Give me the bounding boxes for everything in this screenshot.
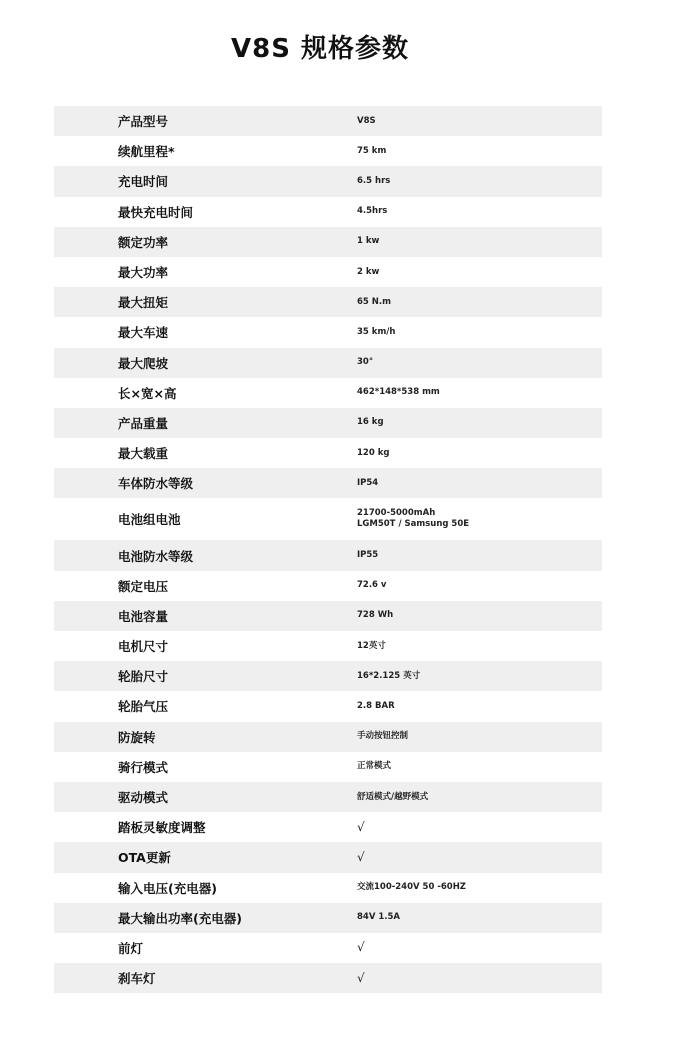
spec-value-line: 2 kw (357, 266, 380, 277)
spec-value (357, 448, 389, 459)
spec-value-line: √ (357, 970, 365, 985)
spec-label: 产品型号 (118, 114, 169, 130)
spec-value-line: 84V 1.5A (357, 912, 401, 923)
spec-row (54, 287, 602, 317)
spec-value-line: √ (357, 940, 365, 955)
spec-value-line: 1 kw (357, 236, 380, 247)
spec-value (357, 508, 469, 530)
spec-value-line: 交流100-240V 50 -60HZ (357, 882, 466, 893)
spec-value (357, 146, 386, 157)
spec-value (357, 267, 379, 278)
spec-row (54, 873, 602, 903)
spec-label: 轮胎尺寸 (118, 669, 169, 685)
spec-label: 骑行模式 (118, 759, 169, 775)
spec-value (357, 478, 378, 489)
spec-value (357, 849, 365, 864)
spec-value-line: 手动按钮控制 (357, 731, 409, 742)
spec-row (54, 408, 602, 438)
spec-row (54, 227, 602, 257)
spec-row (54, 348, 602, 378)
spec-value (357, 731, 408, 742)
spec-value-line: 舒适模式/越野模式 (357, 791, 429, 802)
spec-value (357, 610, 393, 621)
spec-value (357, 792, 428, 803)
spec-value-line: 21700-5000mAh (357, 508, 436, 519)
spec-label: 车体防水等级 (118, 476, 194, 492)
spec-row (54, 378, 602, 408)
spec-value-line: 728 Wh (357, 610, 394, 621)
spec-value (357, 297, 391, 308)
spec-value (357, 970, 365, 985)
spec-row (54, 963, 602, 993)
spec-value (357, 236, 379, 247)
spec-row (54, 106, 602, 136)
spec-label: 额定功率 (118, 234, 169, 250)
spec-value-line: 75 km (357, 145, 387, 156)
spec-label: 刹车灯 (118, 971, 156, 987)
spec-value-line: √ (357, 819, 365, 834)
spec-label: 输入电压(充电器) (118, 880, 217, 896)
spec-row (54, 691, 602, 721)
spec-value (357, 116, 376, 127)
spec-label: 最大扭矩 (118, 295, 169, 311)
spec-value (357, 357, 373, 368)
spec-row (54, 752, 602, 782)
spec-value-line: 16 kg (357, 417, 384, 428)
spec-row (54, 903, 602, 933)
spec-value (357, 550, 378, 561)
spec-row (54, 540, 602, 570)
spec-value-line: 462*148*538 mm (357, 387, 440, 398)
spec-value-line: 30° (357, 357, 374, 368)
spec-label: 电池组电池 (118, 512, 181, 528)
spec-value-line: 12英寸 (357, 640, 386, 651)
spec-row (54, 571, 602, 601)
spec-table (54, 106, 602, 993)
spec-label: 最大功率 (118, 265, 169, 281)
spec-label: 驱动模式 (118, 790, 169, 806)
spec-value (357, 327, 395, 338)
spec-row (54, 498, 602, 540)
spec-label: 防旋转 (118, 729, 156, 745)
spec-label: 电机尺寸 (118, 639, 169, 655)
spec-value-line: 72.6 v (357, 580, 387, 591)
spec-row (54, 812, 602, 842)
spec-label: 最快充电时间 (118, 204, 194, 220)
spec-row (54, 468, 602, 498)
spec-row (54, 661, 602, 691)
spec-row (54, 166, 602, 196)
spec-row (54, 257, 602, 287)
spec-label: 最大输出功率(充电器) (118, 910, 242, 926)
spec-row (54, 136, 602, 166)
spec-value (357, 176, 390, 187)
spec-value (357, 761, 391, 772)
spec-value-line: 35 km/h (357, 326, 396, 337)
spec-value (357, 671, 420, 682)
spec-row (54, 782, 602, 812)
spec-row (54, 842, 602, 872)
spec-label: 长×宽×高 (118, 385, 177, 401)
spec-label: 踏板灵敏度调整 (118, 820, 206, 836)
spec-label: 前灯 (118, 940, 144, 956)
spec-value (357, 641, 386, 652)
spec-value-line: 120 kg (357, 447, 390, 458)
spec-row (54, 197, 602, 227)
spec-value (357, 942, 365, 953)
spec-value-line: 65 N.m (357, 296, 391, 307)
spec-value-line: IP55 (357, 550, 379, 561)
spec-label: 轮胎气压 (118, 699, 169, 715)
spec-value (357, 701, 395, 712)
spec-value (357, 912, 400, 923)
spec-value-line: 4.5hrs (357, 206, 388, 217)
spec-value-line: IP54 (357, 477, 379, 488)
spec-row (54, 933, 602, 963)
spec-value (357, 882, 466, 893)
spec-label: 续航里程* (118, 144, 175, 160)
spec-row (54, 317, 602, 347)
spec-value-line: 正常模式 (357, 761, 392, 772)
spec-value (357, 580, 386, 591)
spec-value-line: V8S (357, 115, 376, 126)
spec-value (357, 387, 440, 398)
spec-label: 电池容量 (118, 608, 169, 624)
spec-value-line: 6.5 hrs (357, 175, 391, 186)
spec-value-line: 2.8 BAR (357, 700, 395, 711)
spec-label: 最大车速 (118, 325, 169, 341)
spec-label: 产品重量 (118, 415, 169, 431)
spec-row (54, 631, 602, 661)
spec-row (54, 601, 602, 631)
spec-label: 电池防水等级 (118, 548, 194, 564)
spec-label: 充电时间 (118, 174, 169, 190)
spec-value (357, 819, 365, 834)
spec-label: 最大爬坡 (118, 355, 169, 371)
spec-value (357, 206, 387, 217)
spec-value-line: 16*2.125 英寸 (357, 670, 421, 681)
spec-row (54, 438, 602, 468)
spec-label: OTA更新 (118, 850, 171, 866)
spec-label: 额定电压 (118, 578, 169, 594)
spec-row (54, 722, 602, 752)
spec-value-line: √ (357, 849, 365, 864)
page-title: V8S 规格参数 (231, 34, 409, 64)
spec-value (357, 417, 384, 428)
spec-label: 最大载重 (118, 446, 169, 462)
spec-value-line: LGM50T / Samsung 50E (357, 519, 470, 530)
